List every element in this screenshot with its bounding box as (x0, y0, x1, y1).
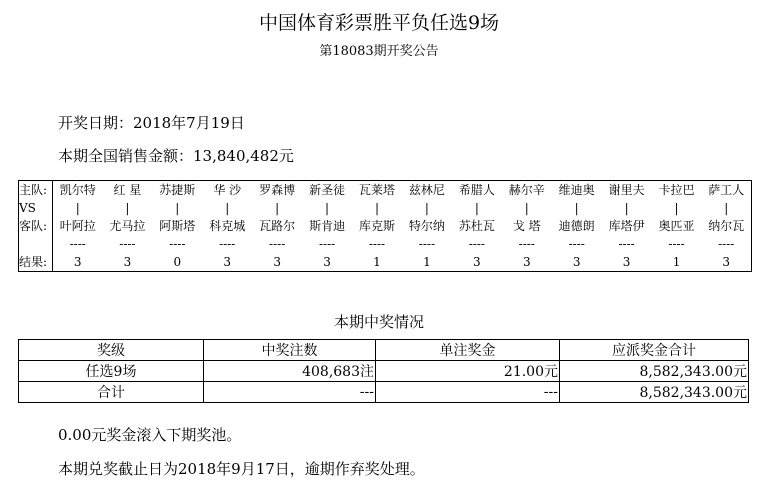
home-team: 卡拉巴 (652, 181, 702, 200)
home-team: 华 沙 (202, 181, 252, 200)
vs-mark: | (424, 201, 429, 215)
match-result: 3 (53, 253, 103, 272)
home-team: 新圣徒 (302, 181, 352, 200)
match-result: 3 (302, 253, 352, 272)
vs-mark: | (374, 201, 380, 215)
score-separator: ---- (701, 235, 751, 253)
vs-mark: | (275, 201, 280, 215)
score-separator: ---- (518, 237, 535, 251)
away-team: 阿斯塔 (159, 219, 196, 233)
home-team: 兹林尼 (402, 181, 452, 200)
vs-mark: | (674, 201, 679, 215)
score-separator: ---- (418, 237, 436, 251)
score-separator: ---- (219, 237, 236, 251)
home-team: 谢里夫 (602, 181, 652, 200)
home-team: 维迪奥 (552, 181, 602, 200)
winner-count: 408,683注 (204, 361, 376, 382)
match-result: 3 (552, 253, 602, 272)
away-team: 叶阿拉 (59, 219, 96, 233)
score-separator: ---- (318, 237, 336, 251)
home-team: 瓦莱塔 (352, 181, 402, 200)
score-separator: ---- (119, 237, 136, 251)
sales-amount: 本期全国销售金额：13,840,482元 (58, 147, 294, 165)
prize-section-heading: 本期中奖情况 (333, 313, 424, 331)
score-separator: ---- (269, 237, 286, 251)
score-separator: ---- (468, 237, 485, 251)
match-result: 3 (202, 253, 252, 272)
home-team: 萨工人 (701, 181, 751, 200)
away-team: 尤马拉 (109, 219, 146, 233)
separator-label (19, 235, 53, 253)
vs-label: VS (19, 199, 53, 217)
score-separator: ---- (69, 237, 86, 251)
home-team: 罗森博 (252, 181, 302, 200)
table-row (19, 382, 749, 403)
away-team: 库克斯 (358, 219, 395, 233)
col-header-winners: 中奖注数 (204, 340, 376, 361)
away-team: 库塔伊 (608, 219, 645, 233)
col-header-level: 奖级 (19, 340, 204, 361)
score-separator: ---- (618, 237, 635, 251)
match-result: 3 (502, 253, 552, 272)
home-team: 赫尔辛 (502, 181, 552, 200)
home-team: 苏捷斯 (152, 181, 202, 200)
match-result: 3 (452, 253, 502, 272)
away-team: 科克城 (209, 219, 246, 233)
vs-mark: | (225, 201, 230, 215)
vs-mark: | (701, 199, 751, 217)
match-result: 1 (652, 253, 702, 272)
page-title: 中国体育彩票胜平负任选9场 (258, 12, 500, 34)
rollover-note: 0.00元奖金滚入下期奖池。 (58, 426, 242, 444)
winner-count: --- (204, 382, 376, 403)
deadline-note: 本期兑奖截止日为2018年9月17日，逾期作弃奖处理。 (58, 460, 425, 478)
col-header-unit-prize: 单注奖金 (376, 340, 560, 361)
total-label: 合计 (19, 382, 204, 403)
table-row (19, 361, 749, 382)
match-result: 3 (602, 253, 652, 272)
score-separator: ---- (169, 237, 186, 251)
home-label: 主队: (19, 181, 53, 200)
vs-mark: | (75, 201, 80, 215)
match-result: 3 (252, 253, 302, 272)
away-team: 瓦路尔 (259, 219, 296, 233)
away-team: 苏杜瓦 (458, 219, 495, 233)
away-team: 纳尔瓦 (701, 217, 751, 235)
draw-date: 开奖日期：2018年7月19日 (58, 114, 245, 132)
match-result: 3 (102, 253, 152, 272)
score-separator: ---- (368, 237, 386, 251)
result-label: 结果: (19, 253, 53, 272)
away-team: 特尔纳 (408, 219, 445, 233)
match-result: 3 (701, 253, 751, 272)
score-separator: ---- (568, 237, 585, 251)
unit-prize: --- (376, 382, 560, 403)
score-separator: ---- (668, 237, 685, 251)
prize-level: 任选9场 (19, 361, 204, 382)
unit-prize: 21.00元 (376, 361, 560, 382)
match-result: 1 (402, 253, 452, 272)
vs-mark: | (524, 201, 529, 215)
away-team: 迪德朗 (558, 219, 595, 233)
home-team: 红 星 (102, 181, 152, 200)
issue-subtitle: 第18083期开奖公告 (319, 44, 439, 59)
home-team: 凯尔特 (53, 181, 103, 200)
vs-mark: | (474, 201, 479, 215)
away-team: 斯肯迪 (309, 219, 346, 233)
match-table (18, 180, 752, 272)
total-prize: 8,582,343.00元 (560, 361, 749, 382)
vs-mark: | (125, 201, 130, 215)
away-team: 戈 塔 (512, 219, 541, 233)
home-team: 希腊人 (452, 181, 502, 200)
match-result: 1 (352, 253, 402, 272)
match-result: 0 (152, 253, 202, 272)
vs-mark: | (175, 201, 180, 215)
vs-mark: | (325, 201, 330, 215)
vs-mark: | (574, 201, 579, 215)
total-prize: 8,582,343.00元 (560, 382, 749, 403)
col-header-total: 应派奖金合计 (560, 340, 749, 361)
prize-table (18, 339, 749, 403)
away-label: 客队: (19, 217, 53, 235)
away-team: 奥匹亚 (658, 219, 695, 233)
vs-mark: | (624, 201, 629, 215)
